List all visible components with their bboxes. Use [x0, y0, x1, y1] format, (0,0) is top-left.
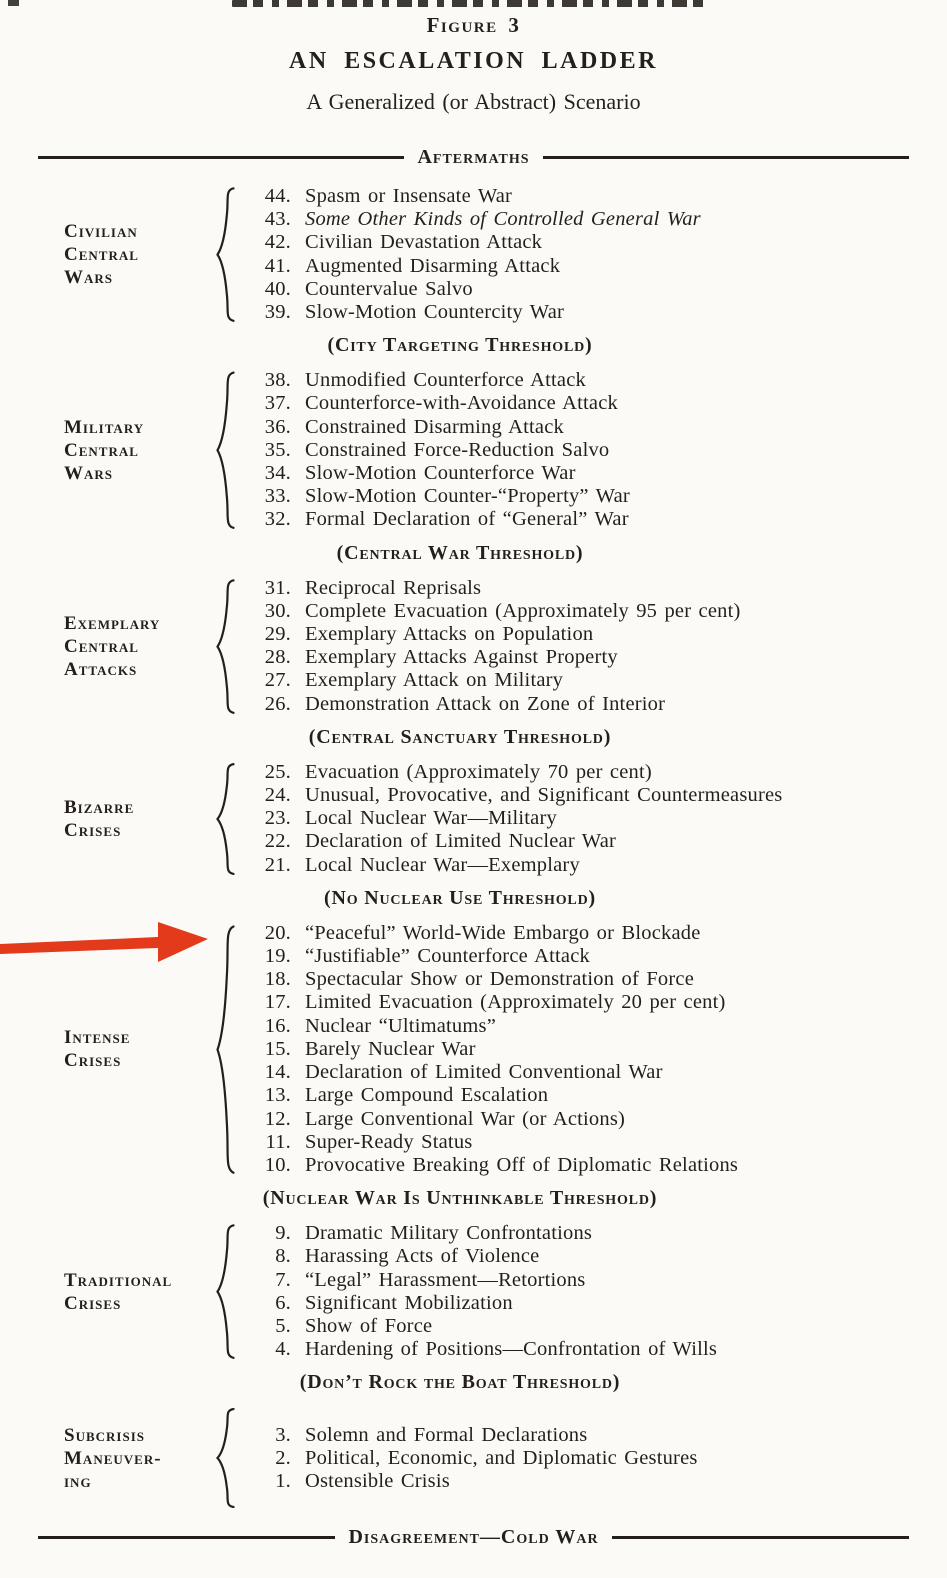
rung-text: Provocative Breaking Off of Diplomatic Relations	[305, 1153, 739, 1176]
rung-text: Unusual, Provocative, and Significant Countermeasures	[305, 784, 783, 807]
rung-text: Spasm or Insensate War	[305, 185, 513, 207]
rung-number: 34.	[264, 462, 291, 485]
rung-number: 7.	[275, 1268, 291, 1291]
rung-32	[245, 508, 947, 531]
rung-number: 35.	[264, 438, 291, 461]
figure-number: Figure 3	[426, 13, 521, 37]
group-brace-icon	[215, 577, 245, 716]
rung-17	[245, 991, 947, 1014]
rung-text: Unmodified Counterforce Attack	[305, 369, 586, 392]
rung-19	[245, 945, 947, 968]
rung-text: Local Nuclear War—Military	[305, 807, 557, 830]
rung-number: 30.	[264, 599, 291, 622]
rung-text: Dramatic Military Confrontations	[305, 1222, 593, 1245]
ladder-group-subcrisis-maneuvering	[0, 1406, 947, 1510]
rung-number: 31.	[264, 576, 291, 599]
aftermaths-band	[38, 146, 909, 169]
rung-number: 15.	[264, 1037, 291, 1060]
ladder-group-bizarre-crises	[0, 761, 947, 877]
rung-number: 40.	[264, 277, 291, 300]
rung-number: 18.	[264, 968, 291, 991]
rung-41	[245, 255, 947, 278]
rung-text: Countervalue Salvo	[305, 277, 473, 300]
rung-number: 21.	[264, 853, 291, 876]
group-label-line: Subcrisis	[64, 1424, 145, 1446]
rung-number: 28.	[264, 646, 291, 669]
threshold-bizarre-crises: (No Nuclear Use Threshold)	[324, 886, 596, 909]
rung-text: Ostensible Crisis	[305, 1469, 450, 1492]
ladder-group-exemplary-central-attacks	[0, 577, 947, 716]
group-label-line: Crises	[64, 1292, 122, 1314]
group-brace-icon	[215, 922, 245, 1177]
rung-list-exemplary-central-attacks	[245, 577, 947, 716]
rung-text: Some Other Kinds of Controlled General War	[305, 208, 701, 231]
rule-line-left	[38, 1536, 335, 1539]
rung-text: Complete Evacuation (Approximately 95 per cent)	[305, 599, 741, 622]
threshold-civilian-central-wars: (City Targeting Threshold)	[327, 334, 593, 357]
group-label-line: Central	[64, 635, 139, 657]
rule-line-left	[38, 156, 404, 159]
group-label-line: Central	[64, 439, 139, 461]
rung-text: “Peaceful” World-Wide Embargo or Blockade	[305, 921, 701, 944]
escalation-ladder	[0, 185, 947, 1510]
rung-number: 43.	[264, 208, 291, 231]
rung-30	[245, 600, 947, 623]
rung-number: 12.	[264, 1107, 291, 1130]
rung-33	[245, 485, 947, 508]
rung-39	[245, 301, 947, 324]
rung-list-subcrisis-maneuvering	[245, 1424, 947, 1494]
group-label-line: Crises	[64, 1050, 122, 1072]
rung-number: 3.	[275, 1423, 291, 1446]
rung-7	[245, 1269, 947, 1292]
threshold-intense-crises: (Nuclear War Is Unthinkable Threshold)	[262, 1187, 658, 1210]
group-label-line: Intense	[64, 1027, 131, 1049]
rung-number: 33.	[264, 485, 291, 508]
disagreement-band	[38, 1526, 909, 1549]
rung-22	[245, 830, 947, 853]
group-label-line: Wars	[64, 462, 114, 484]
rung-text: Political, Economic, and Diplomatic Gestures	[305, 1446, 698, 1469]
rung-31	[245, 577, 947, 600]
rung-text: Declaration of Limited Nuclear War	[305, 830, 617, 853]
rung-number: 27.	[264, 669, 291, 692]
rung-number: 39.	[264, 301, 291, 324]
rung-number: 26.	[264, 692, 291, 715]
rung-text: Reciprocal Reprisals	[305, 576, 482, 599]
rung-number: 4.	[275, 1338, 291, 1361]
rung-text: Solemn and Formal Declarations	[305, 1423, 588, 1446]
group-label-bizarre-crises	[0, 796, 215, 842]
rung-number: 20.	[264, 921, 291, 944]
ladder-group-civilian-central-wars	[0, 185, 947, 324]
cropped-text-remnant-fragment	[8, 0, 19, 6]
disagreement-label: Disagreement—Cold War	[348, 1526, 599, 1549]
rung-number: 5.	[275, 1314, 291, 1337]
group-label-line: Civilian	[64, 221, 138, 243]
rung-text: Formal Declaration of “General” War	[305, 508, 629, 531]
rung-text: Demonstration Attack on Zone of Interior	[305, 692, 666, 715]
rung-list-traditional-crises	[245, 1222, 947, 1361]
rung-number: 6.	[275, 1291, 291, 1314]
rung-number: 44.	[264, 185, 291, 207]
rung-20	[245, 922, 947, 945]
rung-25	[245, 761, 947, 784]
rung-number: 36.	[264, 415, 291, 438]
rung-number: 13.	[264, 1084, 291, 1107]
group-label-line: Traditional	[64, 1269, 173, 1291]
rung-text: Hardening of Positions—Confrontation of Wills	[305, 1338, 718, 1361]
rung-text: Show of Force	[305, 1314, 433, 1337]
rung-text: Limited Evacuation (Approximately 20 per cent)	[305, 991, 726, 1014]
rung-29	[245, 623, 947, 646]
rung-number: 25.	[264, 760, 291, 783]
rung-15	[245, 1038, 947, 1061]
group-label-line: ing	[64, 1470, 92, 1492]
red-arrow-shape	[0, 922, 208, 962]
rung-text: Barely Nuclear War	[305, 1037, 476, 1060]
rung-27	[245, 669, 947, 692]
group-label-civilian-central-wars	[0, 220, 215, 289]
rung-6	[245, 1292, 947, 1315]
rung-number: 22.	[264, 830, 291, 853]
rung-text: Constrained Disarming Attack	[305, 415, 564, 438]
rung-text: Nuclear “Ultimatums”	[305, 1014, 497, 1037]
rung-2	[245, 1447, 947, 1470]
rung-text: Slow-Motion Countercity War	[305, 301, 565, 324]
rung-list-military-central-wars	[245, 369, 947, 531]
rung-23	[245, 807, 947, 830]
rung-21	[245, 854, 947, 877]
group-label-line: Bizarre	[64, 796, 135, 818]
rung-number: 16.	[264, 1014, 291, 1037]
rung-text: Evacuation (Approximately 70 per cent)	[305, 760, 652, 783]
rung-10	[245, 1154, 947, 1177]
rung-14	[245, 1061, 947, 1084]
rung-38	[245, 369, 947, 392]
rung-18	[245, 968, 947, 991]
rung-4	[245, 1338, 947, 1361]
group-label-line: Crises	[64, 819, 122, 841]
rung-text: Constrained Force-Reduction Salvo	[305, 438, 610, 461]
rung-number: 19.	[264, 945, 291, 968]
red-arrow-icon	[0, 918, 212, 964]
rung-text: Slow-Motion Counter-“Property” War	[305, 485, 630, 508]
rung-number: 9.	[275, 1222, 291, 1245]
rung-text: “Justifiable” Counterforce Attack	[305, 945, 590, 968]
rung-8	[245, 1245, 947, 1268]
rung-40	[245, 278, 947, 301]
rung-number: 32.	[264, 508, 291, 531]
rung-text: Large Conventional War (or Actions)	[305, 1107, 626, 1130]
rung-text: Local Nuclear War—Exemplary	[305, 853, 580, 876]
group-label-line: Military	[64, 416, 145, 438]
group-brace-icon	[215, 1222, 245, 1361]
group-brace-icon	[215, 185, 245, 324]
group-brace-icon	[215, 761, 245, 877]
rung-text: Augmented Disarming Attack	[305, 254, 561, 277]
rung-text: Spectacular Show or Demonstration of Force	[305, 968, 695, 991]
rung-11	[245, 1131, 947, 1154]
threshold-exemplary-central-attacks: (Central Sanctuary Threshold)	[308, 725, 612, 748]
group-label-intense-crises	[0, 1026, 215, 1072]
rung-text: Slow-Motion Counterforce War	[305, 462, 576, 485]
rung-number: 29.	[264, 623, 291, 646]
rung-text: Counterforce-with-Avoidance Attack	[305, 392, 618, 415]
figure-header	[0, 0, 947, 116]
rung-text: Significant Mobilization	[305, 1291, 513, 1314]
group-label-line: Maneuver-	[64, 1447, 162, 1469]
rung-44	[245, 185, 947, 208]
rung-number: 24.	[264, 784, 291, 807]
rung-number: 2.	[275, 1446, 291, 1469]
rung-number: 11.	[265, 1130, 291, 1153]
rung-5	[245, 1315, 947, 1338]
rule-line-right	[612, 1536, 909, 1539]
group-label-line: Wars	[64, 267, 114, 289]
rung-3	[245, 1424, 947, 1447]
rung-12	[245, 1108, 947, 1131]
rung-number: 38.	[264, 369, 291, 392]
rung-number: 8.	[275, 1245, 291, 1268]
figure-title: AN ESCALATION LADDER	[289, 48, 658, 74]
rung-text: “Legal” Harassment—Retortions	[305, 1268, 586, 1291]
threshold-military-central-wars: (Central War Threshold)	[336, 541, 584, 564]
rung-42	[245, 231, 947, 254]
rung-26	[245, 693, 947, 716]
rung-number: 1.	[275, 1469, 291, 1492]
group-label-traditional-crises	[0, 1269, 215, 1315]
group-label-line: Exemplary	[64, 612, 161, 634]
ladder-group-traditional-crises	[0, 1222, 947, 1361]
cropped-text-remnant	[232, 0, 704, 7]
rung-number: 41.	[264, 254, 291, 277]
group-label-military-central-wars	[0, 416, 215, 485]
rung-text: Exemplary Attacks Against Property	[305, 646, 618, 669]
rung-text: Declaration of Limited Conventional War	[305, 1061, 663, 1084]
rung-number: 14.	[264, 1061, 291, 1084]
rung-35	[245, 439, 947, 462]
rung-28	[245, 646, 947, 669]
rung-36	[245, 416, 947, 439]
rung-text: Large Compound Escalation	[305, 1084, 549, 1107]
rung-number: 23.	[264, 807, 291, 830]
rung-list-bizarre-crises	[245, 761, 947, 877]
rung-number: 17.	[264, 991, 291, 1014]
rung-1	[245, 1470, 947, 1493]
rung-24	[245, 784, 947, 807]
rung-16	[245, 1015, 947, 1038]
rung-text: Exemplary Attack on Military	[305, 669, 564, 692]
rung-text: Super-Ready Status	[305, 1130, 473, 1153]
rule-line-right	[543, 156, 909, 159]
group-label-line: Central	[64, 244, 139, 266]
rung-list-intense-crises	[245, 922, 947, 1177]
aftermaths-label: Aftermaths	[417, 146, 530, 168]
group-label-subcrisis-maneuvering	[0, 1424, 215, 1493]
group-brace-icon	[215, 369, 245, 531]
rung-text: Exemplary Attacks on Population	[305, 623, 594, 646]
rung-34	[245, 462, 947, 485]
rung-13	[245, 1084, 947, 1107]
group-label-line: Attacks	[64, 658, 138, 680]
rung-number: 10.	[264, 1153, 291, 1176]
rung-text: Harassing Acts of Violence	[305, 1245, 540, 1268]
rung-number: 37.	[264, 392, 291, 415]
group-label-exemplary-central-attacks	[0, 612, 215, 681]
ladder-group-military-central-wars	[0, 369, 947, 531]
threshold-traditional-crises: (Don’t Rock the Boat Threshold)	[299, 1371, 621, 1394]
rung-9	[245, 1222, 947, 1245]
rung-37	[245, 392, 947, 415]
rung-43	[245, 208, 947, 231]
group-brace-icon	[215, 1406, 245, 1510]
figure-subtitle: A Generalized (or Abstract) Scenario	[306, 89, 641, 114]
rung-list-civilian-central-wars	[245, 185, 947, 324]
rung-text: Civilian Devastation Attack	[305, 231, 543, 254]
rung-number: 42.	[264, 231, 291, 254]
